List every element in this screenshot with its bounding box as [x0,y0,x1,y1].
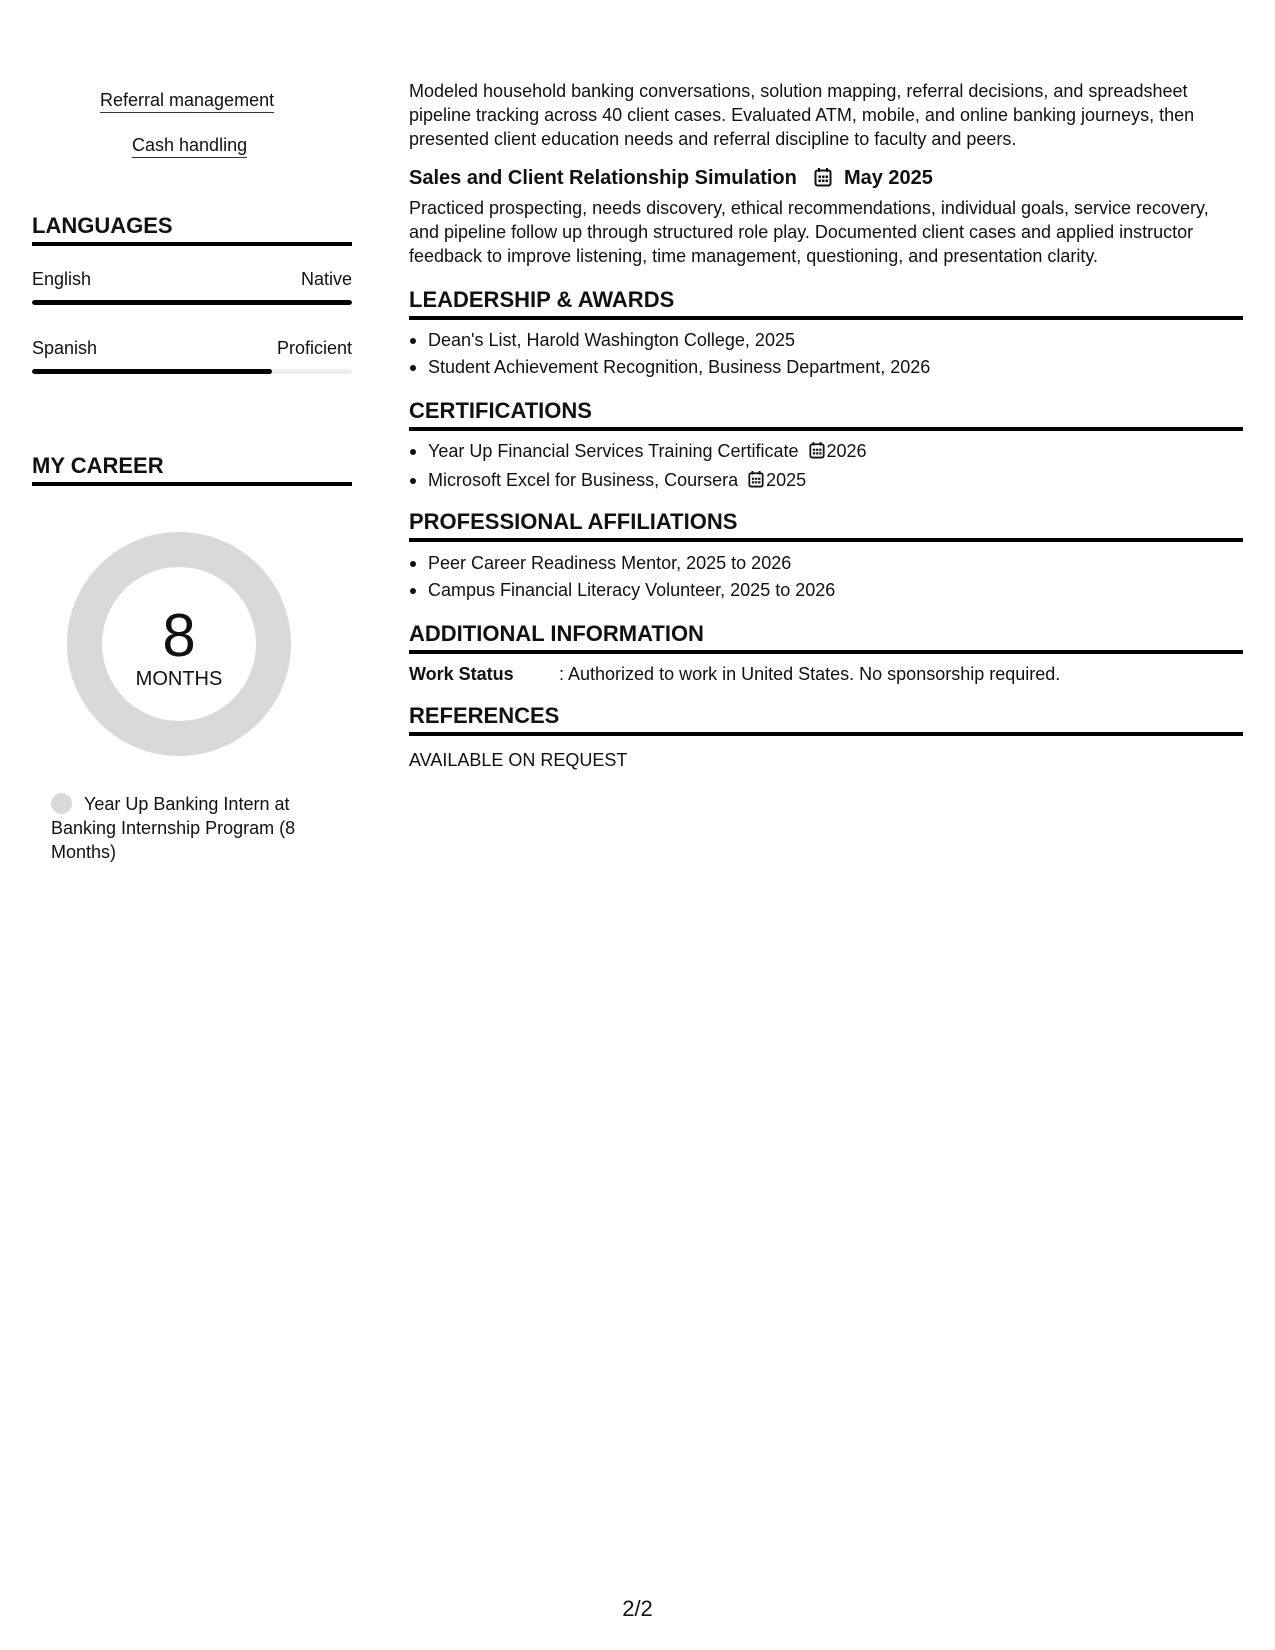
skill-tag: Cash handling [132,134,247,158]
work-status-value: : Authorized to work in United States. No sponsorship required. [559,664,1061,684]
calendar-icon [809,440,825,467]
language-proficiency-bar [32,300,352,305]
career-total-value: 8 [162,602,196,669]
language-proficiency-fill [32,300,352,305]
affiliations-heading: PROFESSIONAL AFFILIATIONS [409,508,1243,542]
list-item [409,438,1243,467]
leadership-heading: LEADERSHIP & AWARDS [409,286,1243,320]
certification-year: 2025 [766,470,807,490]
list-item: Campus Financial Literacy Volunteer, 2025 to 2026 [409,577,1243,604]
language-proficiency-fill [32,369,272,374]
certification-year: 2026 [826,441,867,461]
additional-info-heading: ADDITIONAL INFORMATION [409,620,1243,654]
work-status-label: Work Status [409,664,514,684]
project-title: Sales and Client Relationship Simulation [409,167,797,189]
project-description: Practiced prospecting, needs discovery, ethical recommendations, individual goals, service recovery, and pipeline follow up through structured role play. Documented client cases and applied instructor feedback to improve listening, time management, questioning, and presentation clarity. [409,198,1209,266]
affiliations-list [409,550,1243,604]
certification-name: Microsoft Excel for Business, Coursera [428,470,739,490]
career-donut-chart [67,532,291,756]
project-title-row [409,165,933,194]
list-item [409,467,1243,496]
language-level: Native [300,269,352,289]
project-date: May 2025 [843,167,933,189]
career-heading: MY CAREER [32,452,352,486]
language-name: English [32,269,92,289]
calendar-icon [814,167,832,194]
references-heading: REFERENCES [409,702,1243,736]
career-legend-item [51,792,321,864]
certification-name: Year Up Financial Services Training Certificate [428,441,799,461]
page-number: 2/2 [622,1596,653,1621]
career-legend-label: Year Up Banking Intern at Banking Internship Program (8 Months) [51,794,296,862]
list-item: Student Achievement Recognition, Business Department, 2026 [409,354,1243,381]
skill-tag: Referral management [100,89,274,113]
legend-dot-icon [51,793,72,814]
intro-paragraph: Modeled household banking conversations, solution mapping, referral decisions, and spreadsheet pipeline tracking across 40 client cases. Evaluated ATM, mobile, and online banking journeys, then presented client education needs and referral discipline to faculty and peers. [409,81,1195,149]
certifications-heading: CERTIFICATIONS [409,397,1243,431]
list-item: Dean's List, Harold Washington College, 2025 [409,327,1243,354]
language-level: Proficient [276,338,352,358]
language-proficiency-bar [32,369,352,374]
career-total-unit: MONTHS [135,668,223,690]
certifications-list [409,438,1243,496]
calendar-icon [748,469,764,496]
references-text: AVAILABLE ON REQUEST [409,750,628,770]
language-name: Spanish [32,338,98,358]
list-item: Peer Career Readiness Mentor, 2025 to 2026 [409,550,1243,577]
languages-heading: LANGUAGES [32,212,352,246]
leadership-list [409,327,1243,381]
